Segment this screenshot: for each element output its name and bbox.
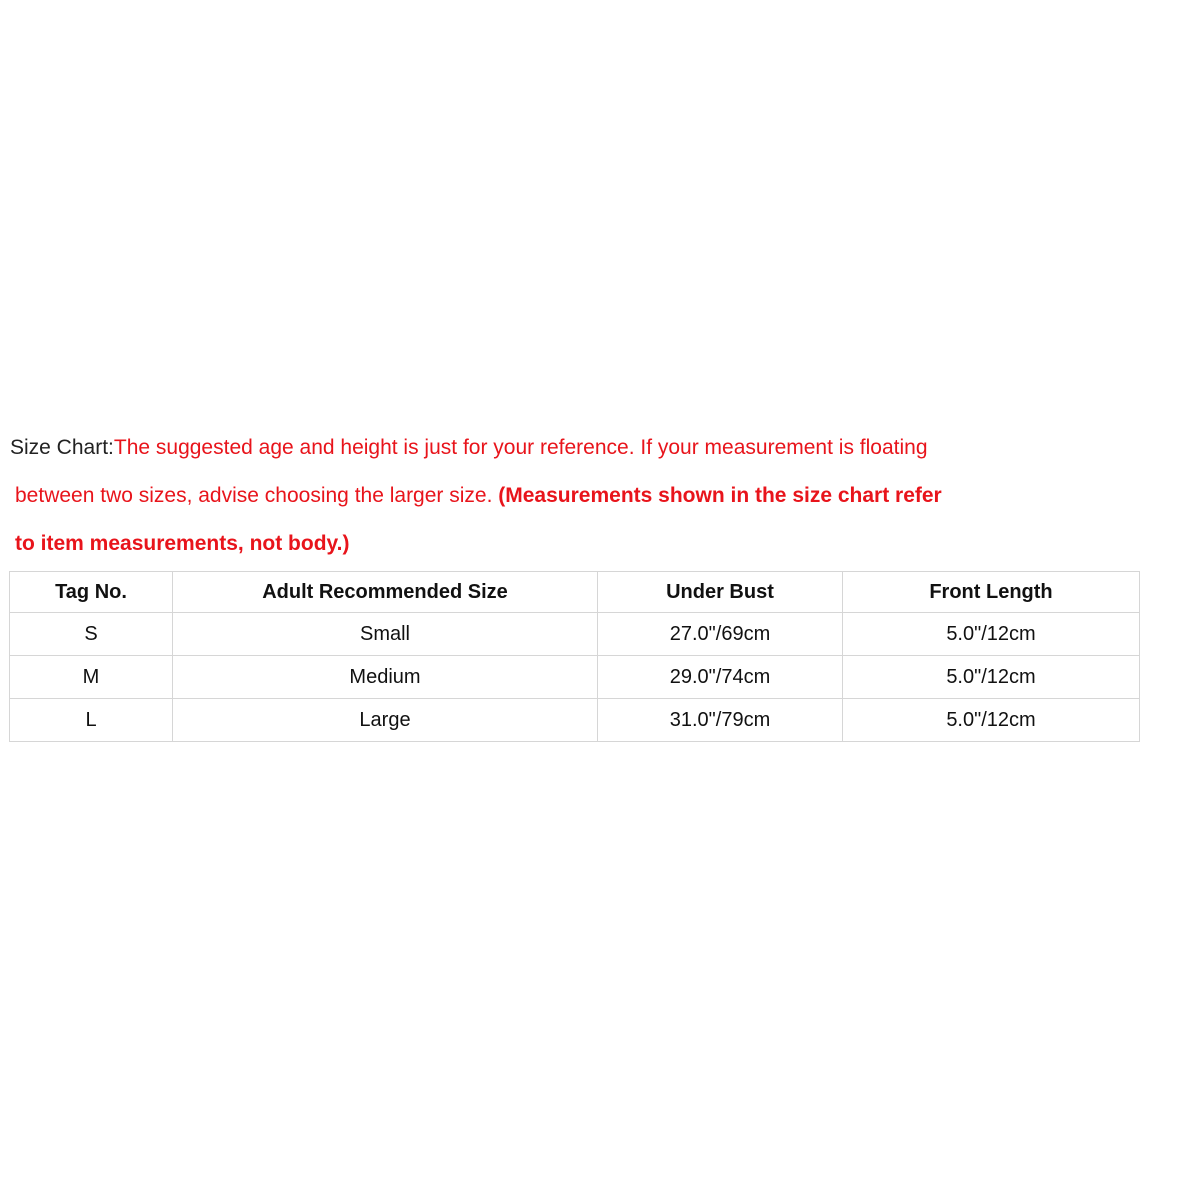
cell-under-bust: 27.0"/69cm xyxy=(598,613,843,656)
cell-recommended-size: Small xyxy=(173,613,598,656)
table-header-row xyxy=(10,572,1140,613)
cell-front-length: 5.0"/12cm xyxy=(843,656,1140,699)
cell-tag-no: L xyxy=(10,699,173,742)
header-adult-recommended-size: Adult Recommended Size xyxy=(173,572,598,613)
table-row xyxy=(10,613,1140,656)
notice-line-3: to item measurements, not body.) xyxy=(15,532,350,555)
cell-under-bust: 29.0"/74cm xyxy=(598,656,843,699)
notice-bold-text-2: (Measurements shown in the size chart refer xyxy=(498,484,942,507)
table-row xyxy=(10,656,1140,699)
cell-front-length: 5.0"/12cm xyxy=(843,613,1140,656)
size-chart-label: Size Chart: xyxy=(10,436,114,459)
notice-line-1 xyxy=(10,424,1160,472)
cell-recommended-size: Medium xyxy=(173,656,598,699)
cell-under-bust: 31.0"/79cm xyxy=(598,699,843,742)
cell-recommended-size: Large xyxy=(173,699,598,742)
notice-line-2 xyxy=(10,472,1160,520)
header-front-length: Front Length xyxy=(843,572,1140,613)
header-under-bust: Under Bust xyxy=(598,572,843,613)
size-chart-notice xyxy=(10,424,1160,568)
size-table xyxy=(9,571,1140,742)
header-tag-no: Tag No. xyxy=(10,572,173,613)
cell-tag-no: S xyxy=(10,613,173,656)
cell-front-length: 5.0"/12cm xyxy=(843,699,1140,742)
notice-text-2: between two sizes, advise choosing the larger size. xyxy=(15,484,499,507)
notice-text-1: The suggested age and height is just for your reference. If your measurement is floating xyxy=(113,436,928,459)
table-row xyxy=(10,699,1140,742)
cell-tag-no: M xyxy=(10,656,173,699)
